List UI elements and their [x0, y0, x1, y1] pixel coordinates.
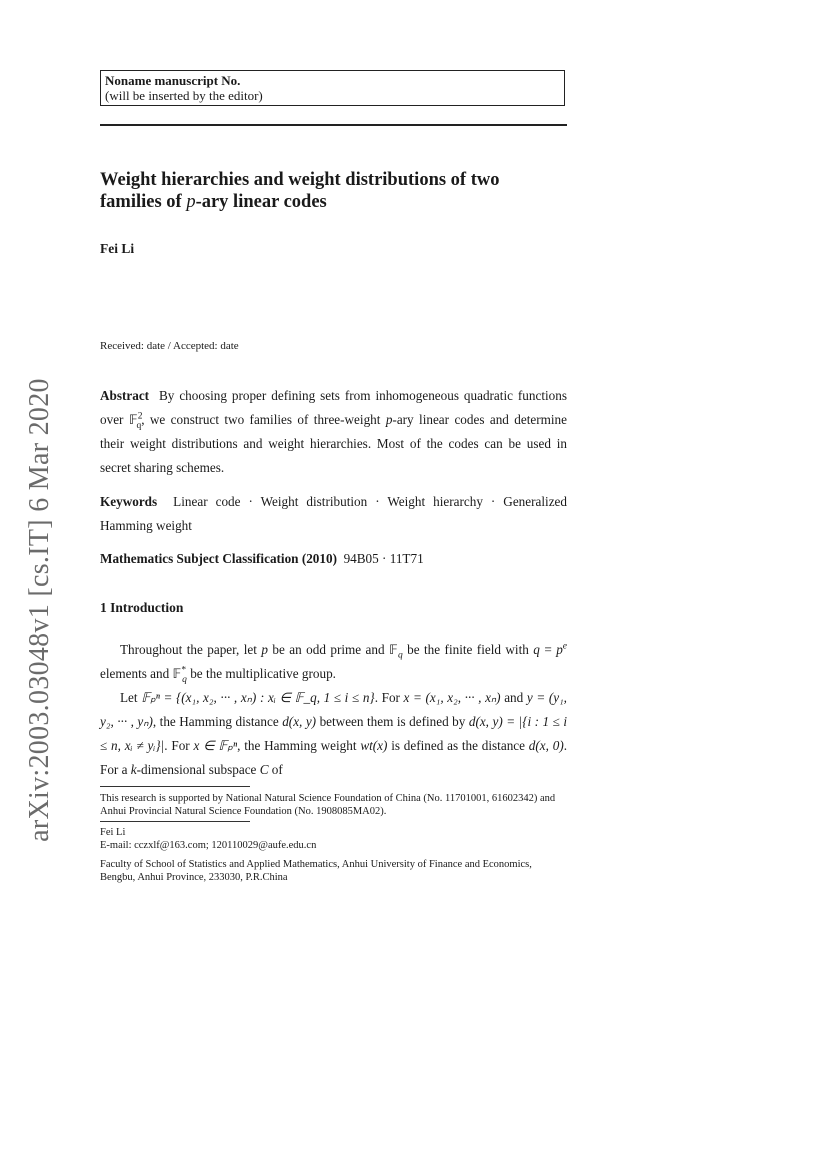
- address-name: Fei Li: [100, 827, 126, 838]
- manuscript-box: [100, 70, 565, 106]
- funding-footnote: This research is supported by National Natural Science Foundation of China (No. 11701001, 61602342) and Anhui Provincial Natural Science Foundation (No. 1908085MA02).: [100, 793, 556, 817]
- manuscript-number: Noname manuscript No.: [105, 73, 241, 88]
- section-heading: 1 Introduction: [100, 600, 184, 615]
- editor-note: (will be inserted by the editor): [105, 88, 263, 103]
- received-date: Received: date / Accepted: date: [100, 340, 239, 352]
- address-affiliation: Faculty of School of Statistics and Applied Mathematics, Anhui University of Finance and Economics, Bengbu, Anhui Province, 233030, P.R.China: [100, 859, 532, 883]
- msc-label: Mathematics Subject Classification (2010): [100, 551, 337, 566]
- intro-paragraph-1: Throughout the paper, let p be an odd prime and 𝔽$_q$ be the finite field with $q = p^e$ elements and 𝔽*$_q$ be the multiplicative group.: [100, 641, 568, 685]
- msc-codes: 94B05 · 11T71: [343, 551, 424, 566]
- title-line-2: families of p-ary linear codes: [100, 192, 327, 212]
- abstract: Abstract By choosing proper defining sets from inhomogeneous quadratic functions over 𝔽$^2_q$, we construct two families of three-weight p-ary linear codes and determine their weight distributions and weight hierarchies. Most of the codes can be used in secret sharing schemes.: [100, 388, 568, 475]
- keywords: [100, 490, 567, 538]
- msc-classification: [100, 547, 567, 571]
- author-address: [100, 826, 567, 884]
- title-line-1: Weight hierarchies and weight distributions of two: [100, 170, 500, 190]
- arxiv-stamp: [10, 350, 70, 870]
- address-rule: [100, 821, 250, 822]
- intro-paragraph-2: Let 𝔽ₚⁿ = {(x₁, x₂, ··· , xₙ) : xᵢ ∈ 𝔽_q, 1 ≤ i ≤ n}. For x = (x₁, x₂, ··· , xₙ) and y = (y₁, y₂, ··· , yₙ), the Hamming distance d(x, y) between them is defined by d(x, y) = |{i : 1 ≤ i ≤ n, xᵢ ≠ yᵢ}|. For x ∈ 𝔽ₚⁿ, the Hamming weight wt(x) is defined as the distance d(x, 0). For a k-dimensional subspace C of: [100, 690, 568, 777]
- author-name: Fei Li: [100, 241, 135, 256]
- abstract-label: Abstract: [100, 388, 150, 403]
- header-rule: [100, 124, 567, 126]
- address-email: E-mail: cczxlf@163.com; 120110029@aufe.edu.cn: [100, 840, 317, 851]
- footnote-rule: [100, 786, 250, 787]
- keywords-label: Keywords: [100, 494, 158, 509]
- arxiv-identifier: arXiv:2003.03048v1 [cs.IT] 6 Mar 2020: [24, 378, 55, 842]
- paper-title: [100, 169, 570, 213]
- keywords-text: Linear code · Weight distribution · Weight hierarchy · Generalized Hamming weight: [100, 494, 568, 533]
